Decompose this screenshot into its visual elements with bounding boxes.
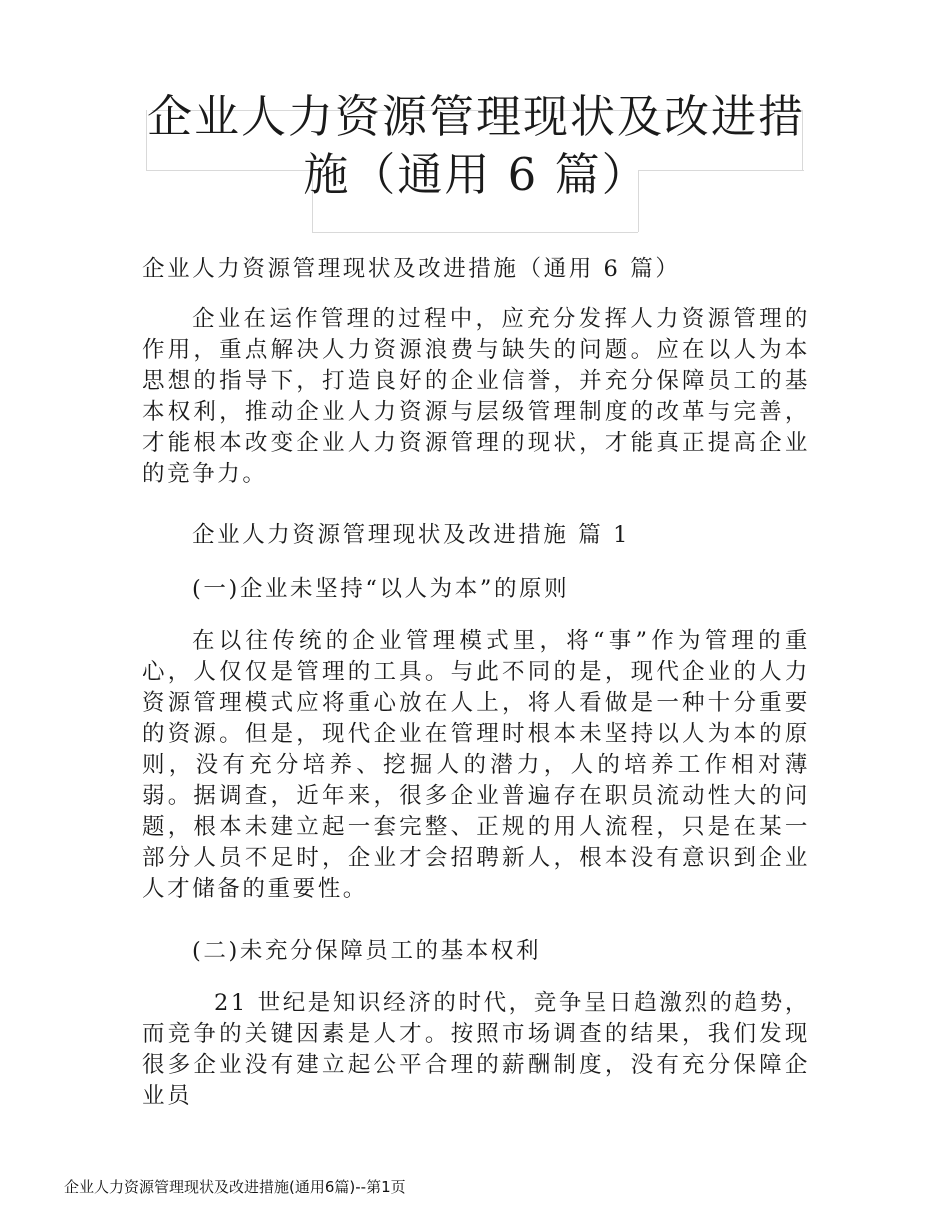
section-title: 企业人力资源管理现状及改进措施 篇 1	[192, 522, 631, 548]
intro-paragraph: 企业在运作管理的过程中，应充分发挥人力资源管理的作用，重点解决人力资源浪费与缺失的问题。应在以人为本思想的指导下，打造良好的企业信誉，并充分保障员工的基本权利，推动企业人力资源与层级管理制度的改革与完善，才能根本改变企业人力资源管理的现状，才能真正提高企业的竞争力。	[142, 306, 810, 487]
paragraph-2: 21 世纪是知识经济的时代，竞争呈日趋激烈的趋势，而竞争的关键因素是人才。按照市场调查的结果，我们发现很多企业没有建立起公平合理的薪酬制度，没有充分保障企业员	[142, 990, 810, 1109]
paragraph-1: 在以往传统的企业管理模式里，将“事”作为管理的重心，人仅仅是管理的工具。与此不同的是，现代企业的人力资源管理模式应将重心放在人上，将人看做是一种十分重要的资源。但是，现代企业在管理时根本未坚持以人为本的原则，没有充分培养、挖掘人的潜力，人的培养工作相对薄弱。据调查，近年来，很多企业普遍存在职员流动性大的问题，根本未建立起一套完整、正规的用人流程，只是在某一部分人员不足时，企业才会招聘新人，根本没有意识到企业人才储备的重要性。	[142, 628, 810, 902]
heading-1: (一)企业未坚持“以人为本”的原则	[192, 576, 570, 602]
title-line-1: 企业人力资源管理现状及改进措	[146, 90, 805, 143]
title-frame-bottom	[312, 232, 638, 233]
document-title	[145, 88, 807, 204]
heading-2: (二)未充分保障员工的基本权利	[192, 938, 542, 964]
subtitle: 企业人力资源管理现状及改进措施（通用 6 篇）	[142, 256, 681, 282]
title-line-2: 施（通用 6 篇）	[303, 148, 649, 201]
page-footer: 企业人力资源管理现状及改进措施(通用6篇)--第1页	[64, 1178, 406, 1196]
